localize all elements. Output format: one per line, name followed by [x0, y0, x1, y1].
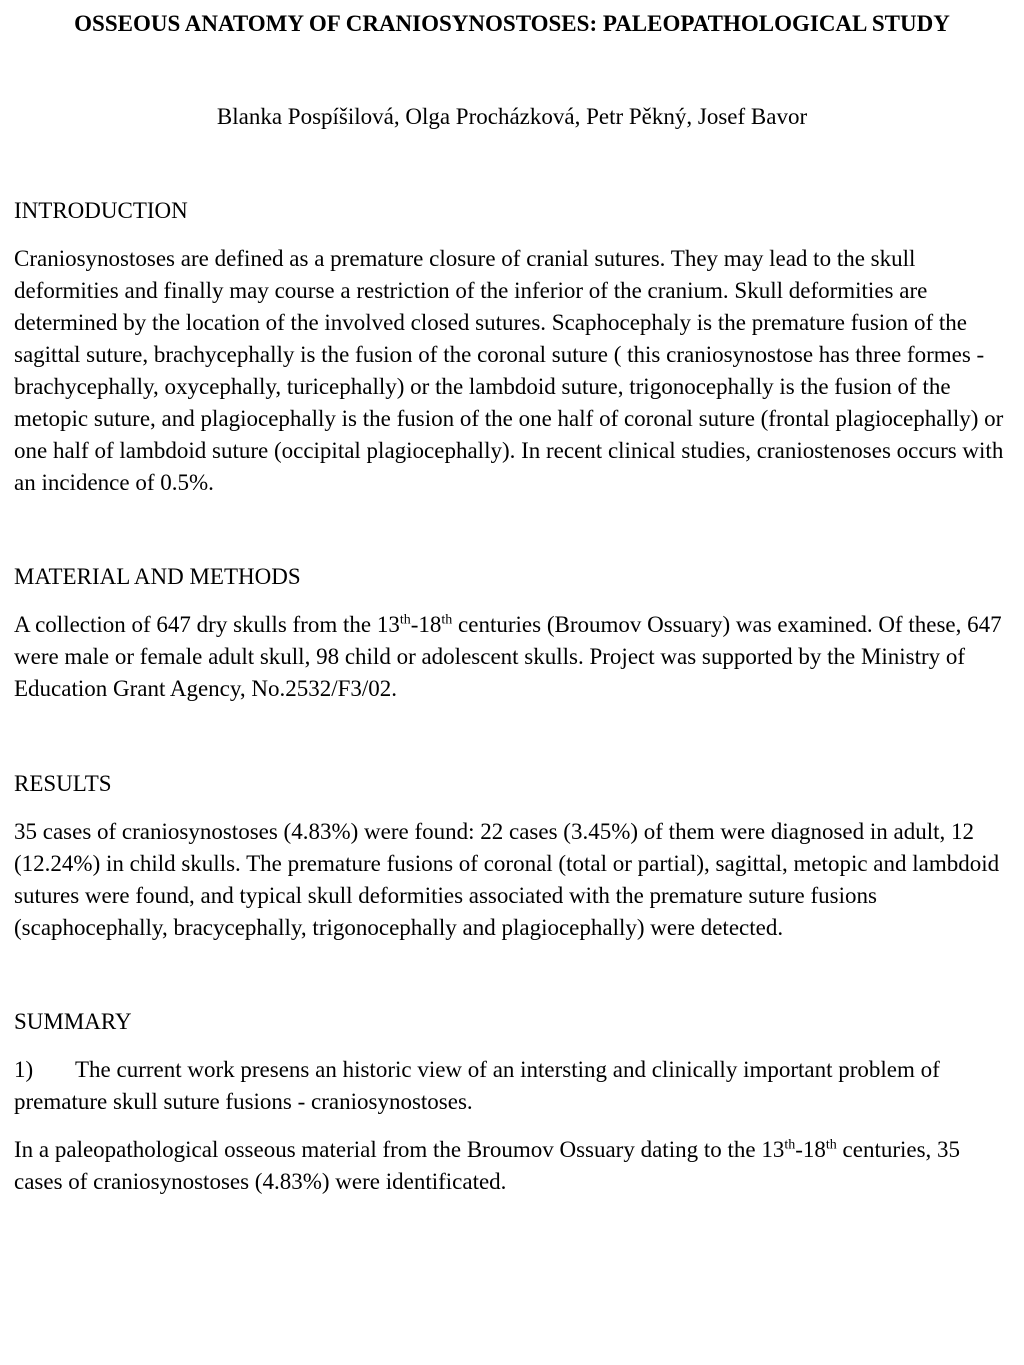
methods-text-part: -18: [410, 612, 442, 637]
introduction-heading: INTRODUCTION: [14, 198, 188, 223]
summary-list-item: [14, 1054, 1010, 1118]
summary-text-part: centuries, 35 cases of craniosynostoses (4.83%) were identificated.: [14, 1137, 961, 1194]
results-paragraph: 35 cases of craniosynostoses (4.83%) were found: 22 cases (3.45%) of them were diagnosed in adult, 12 (12.24%) in child skulls. The premature fusions of coronal (total or partial), sagittal, metopic and lambdoid sutures were found, and typical skull deformities associated with the premature suture fusions (scaphocephally, bracycephally, trigonocephally and plagiocephally) were detected.: [14, 819, 1000, 940]
superscript-th: th: [784, 1137, 796, 1153]
superscript-th: th: [441, 612, 453, 628]
methods-text-part: A collection of 647 dry skulls from the 13: [14, 612, 400, 637]
summary-paragraph: [14, 1134, 1010, 1198]
paper-title: OSSEOUS ANATOMY OF CRANIOSYNOSTOSES: PALEOPATHOLOGICAL STUDY: [74, 11, 950, 36]
superscript-th: th: [825, 1137, 837, 1153]
methods-text-part: centuries (Broumov Ossuary) was examined. Of these, 647 were male or female adult skull, 98 child or adolescent skulls. Project was supported by the Ministry of Education Grant Agency, No.2532/F3/02.: [14, 612, 1002, 701]
methods-paragraph: [14, 609, 1010, 705]
superscript-th: th: [399, 612, 411, 628]
results-heading: RESULTS: [14, 771, 112, 796]
summary-item-text: The current work presens an historic view of an intersting and clinically important problem of premature skull suture fusions - craniosynostoses.: [14, 1057, 940, 1114]
author-list: Blanka Pospíšilová, Olga Procházková, Petr Pěkný, Josef Bavor: [216, 104, 808, 129]
summary-item-number: 1): [14, 1057, 34, 1082]
methods-heading: MATERIAL AND METHODS: [14, 564, 301, 589]
summary-text-part: -18: [795, 1137, 826, 1162]
summary-text-part: In a paleopathological osseous material from the Broumov Ossuary dating to the 13: [14, 1137, 785, 1162]
paper-page: [14, 8, 1010, 1198]
summary-heading: SUMMARY: [14, 1009, 132, 1034]
introduction-paragraph: Craniosynostoses are defined as a premature closure of cranial sutures. They may lead to the skull deformities and finally may course a restriction of the inferior of the cranium. Skull deformities are determined by the location of the involved closed sutures. Scaphocephaly is the premature fusion of the sagittal suture, brachycephally is the fusion of the coronal suture ( this craniosynostose has three formes - brachycephally, oxycephally, turicephally) or the lambdoid suture, trigonocephally is the fusion of the metopic suture, and plagiocephally is the fusion of the one half of coronal suture (frontal plagiocephally) or one half of lambdoid suture (occipital plagiocephally). In recent clinical studies, craniostenoses occurs with an incidence of 0.5%.: [14, 246, 1004, 495]
